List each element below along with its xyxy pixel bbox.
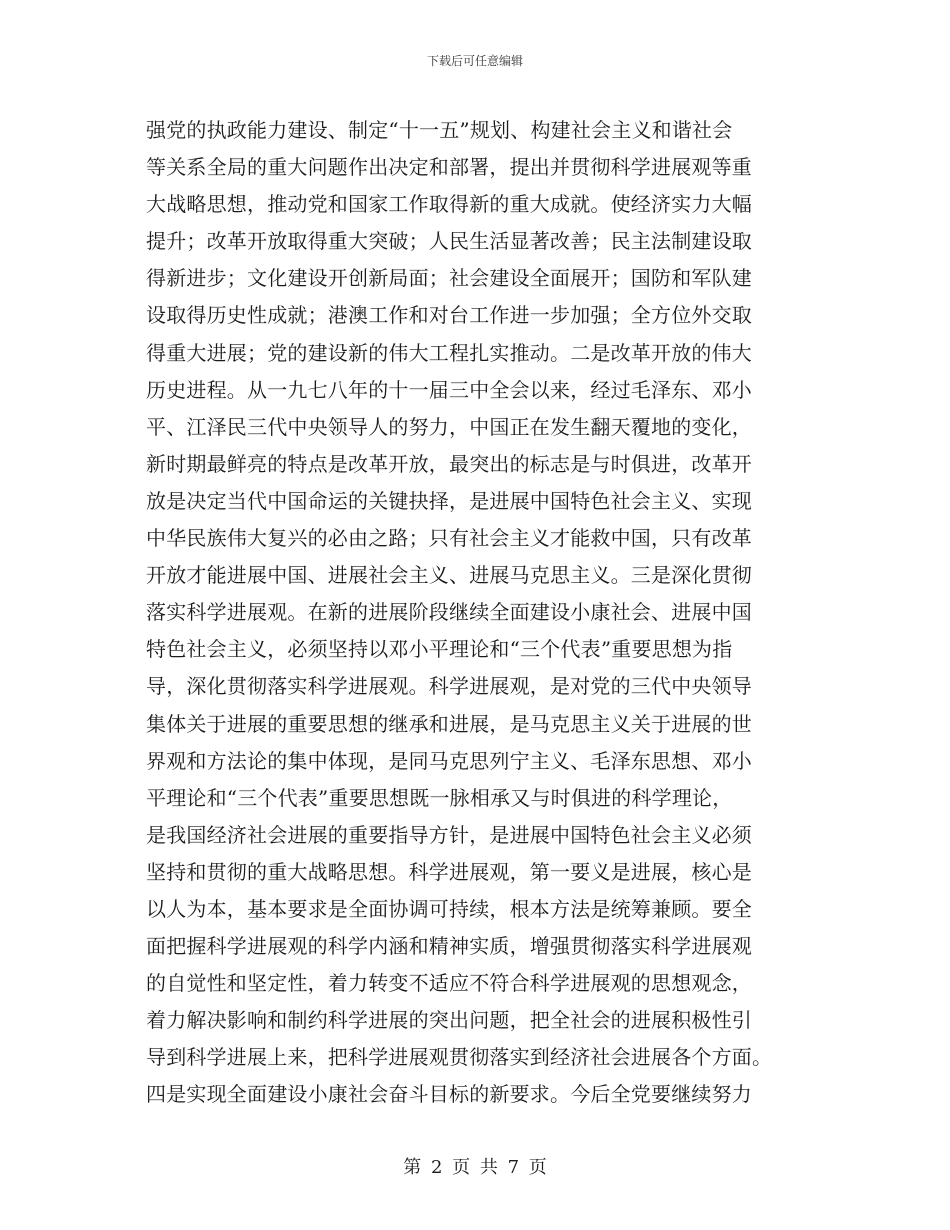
body-line: 坚持和贯彻的重大战略思想。科学进展观，第一要义是进展，核心是 — [146, 859, 752, 884]
body-line: 得重大进展；党的建设新的伟大工程扎实推动。二是改革开放的伟大 — [146, 340, 752, 365]
document-body — [146, 112, 810, 1114]
page-header: 下载后可任意编辑 — [426, 54, 523, 68]
body-line: 设取得历史性成就；港澳工作和对台工作进一步加强；全方位外交取 — [146, 303, 752, 328]
body-line: 四是实现全面建设小康社会奋斗目标的新要求。今后全党要继续努力 — [146, 1082, 752, 1107]
body-line: 历史进程。从一九七八年的十一届三中全会以来，经过毛泽东、邓小 — [146, 377, 752, 402]
body-line: 中华民族伟大复兴的必由之路；只有社会主义才能救中国，只有改革 — [146, 526, 752, 551]
body-line: 以人为本，基本要求是全面协调可持续，根本方法是统筹兼顾。要全 — [146, 896, 752, 921]
body-line: 是我国经济社会进展的重要指导方针，是进展中国特色社会主义必须 — [146, 822, 752, 847]
body-line: 放是决定当代中国命运的关键抉择，是进展中国特色社会主义、实现 — [146, 488, 752, 513]
body-line: 平理论和“三个代表”重要思想既一脉相承又与时俱进的科学理论， — [146, 785, 733, 810]
body-line: 界观和方法论的集中体现，是同马克思列宁主义、毛泽东思想、邓小 — [146, 748, 752, 773]
body-line: 新时期最鲜亮的特点是改革开放，最突出的标志是与时俱进，改革开 — [146, 451, 752, 476]
body-line: 的自觉性和坚定性，着力转变不适应不符合科学进展观的思想观念， — [146, 971, 752, 996]
body-line: 提升；改革开放取得重大突破；人民生活显著改善；民主法制建设取 — [146, 229, 752, 254]
body-line: 集体关于进展的重要思想的继承和进展，是马克思主义关于进展的世 — [146, 711, 752, 736]
body-line: 强党的执政能力建设、制定“十一五”规划、构建社会主义和谐社会 — [146, 118, 733, 142]
body-line: 面把握科学进展观的科学内涵和精神实质，增强贯彻落实科学进展观 — [146, 934, 752, 959]
body-line: 等关系全局的重大问题作出决定和部署，提出并贯彻科学进展观等重 — [146, 155, 752, 180]
body-line: 开放才能进展中国、进展社会主义、进展马克思主义。三是深化贯彻 — [146, 563, 752, 588]
body-line: 导，深化贯彻落实科学进展观。科学进展观，是对党的三代中央领导 — [146, 674, 752, 699]
body-line: 特色社会主义，必须坚持以邓小平理论和“三个代表”重要思想为指 — [146, 637, 733, 662]
page-number: 第 2 页 共 7 页 — [403, 1157, 547, 1178]
body-line: 得新进步；文化建设开创新局面；社会建设全面展开；国防和军队建 — [146, 266, 752, 291]
body-line: 着力解决影响和制约科学进展的突出问题，把全社会的进展积极性引 — [146, 1008, 752, 1033]
body-line: 导到科学进展上来，把科学进展观贯彻落实到经济社会进展各个方面。 — [146, 1045, 773, 1070]
body-line: 平、江泽民三代中央领导人的努力，中国正在发生翻天覆地的变化， — [146, 414, 752, 439]
body-line: 大战略思想，推动党和国家工作取得新的重大成就。使经济实力大幅 — [146, 192, 752, 217]
body-line: 落实科学进展观。在新的进展阶段继续全面建设小康社会、进展中国 — [146, 600, 752, 625]
